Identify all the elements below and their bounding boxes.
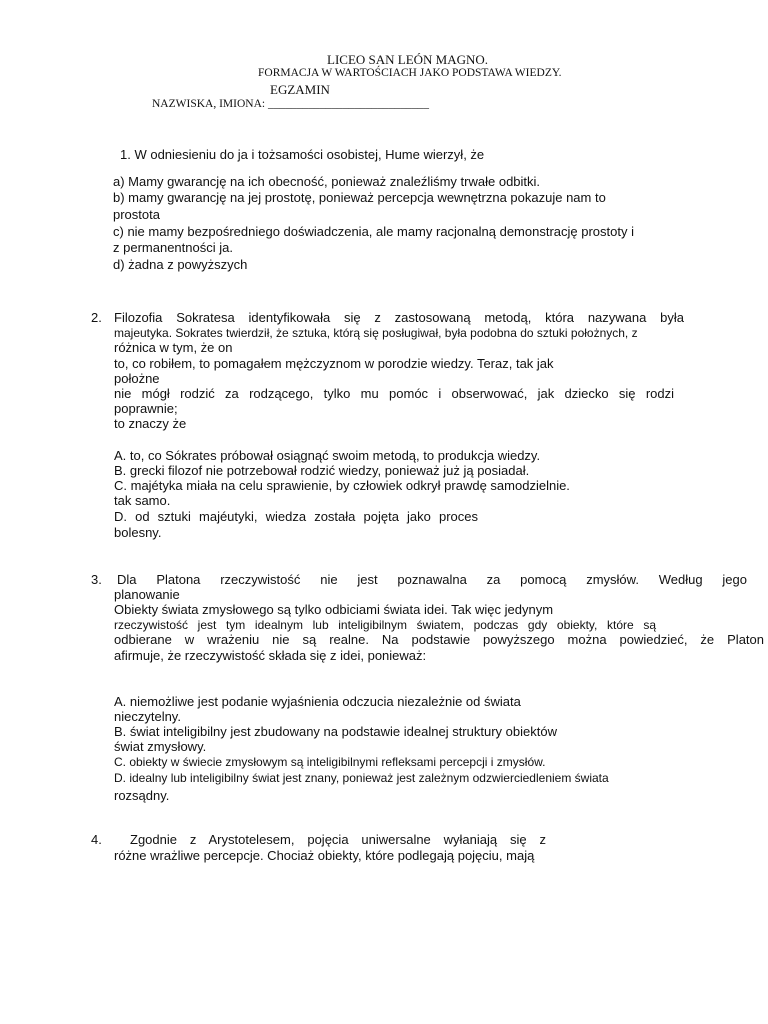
question-2-option-d: D. od sztuki majéutyki, wiedza została pojęta jako proces <box>114 509 478 524</box>
question-3-line: Dla Platona rzeczywistość nie jest poznawalna za pomocą zmysłów. Według jego <box>117 572 747 587</box>
question-2-line: nie mógł rodzić za rodzącego, tylko mu pomóc i obserwować, jak dziecko się rodzi <box>114 386 674 401</box>
question-1-option-a: a) Mamy gwarancję na ich obecność, ponieważ znaleźliśmy trwałe odbitki. <box>113 174 541 189</box>
question-2-line: położne <box>114 371 160 386</box>
question-3-option-a-cont: nieczytelny. <box>114 709 181 724</box>
course-title: FORMACJA W WARTOŚCIACH JAKO PODSTAWA WIEDZY. <box>258 67 562 79</box>
name-field-label: NAZWISKA, IMIONA: ____________________________ <box>152 98 429 110</box>
question-3-line: Obiekty świata zmysłowego są tylko odbiciami świata idei. Tak więc jedynym <box>114 602 554 617</box>
question-2-line: to, co robiłem, to pomagałem mężczyznom w porodzie wiedzy. Teraz, tak jak <box>114 356 554 371</box>
school-name: LICEO SAN LEÓN MAGNO. <box>327 52 489 67</box>
question-1-option-c: c) nie mamy bezpośredniego doświadczenia, ale mamy racjonalną demonstrację prostoty i <box>113 224 634 239</box>
question-2-line: to znaczy że <box>114 416 187 431</box>
question-3-line: rzeczywistość jest tym idealnym lub inteligibilnym światem, podczas gdy obiekty, które są <box>114 618 656 632</box>
question-4-line: różne wrażliwe percepcje. Chociaż obiekty, które podlegają pojęciu, mają <box>114 848 535 863</box>
question-3-line: odbierane w wrażeniu nie są realne. Na podstawie powyższego można powiedzieć, że Platon <box>114 632 764 647</box>
question-4-line: Zgodnie z Arystotelesem, pojęcia uniwersalne wyłaniają się z <box>130 832 546 847</box>
question-2-line: Filozofia Sokratesa identyfikowała się z zastosowaną metodą, która nazywana była <box>114 310 684 325</box>
question-2-option-d-cont: bolesny. <box>114 525 162 540</box>
question-3-option-a: A. niemożliwe jest podanie wyjaśnienia odczucia niezależnie od świata <box>114 694 521 709</box>
question-1-option-b: b) mamy gwarancję na jej prostotę, ponieważ percepcja wewnętrzna pokazuje nam to <box>113 190 606 205</box>
question-3-number: 3. <box>91 572 102 587</box>
question-3-option-d: D. idealny lub inteligibilny świat jest znany, ponieważ jest zależnym odzwierciedleniem świata <box>114 771 609 785</box>
question-1-option-d: d) żadna z powyższych <box>113 257 248 272</box>
question-2-line: poprawnie; <box>114 401 178 416</box>
exam-title: EGZAMIN <box>270 82 330 97</box>
question-2-option-b: B. grecki filozof nie potrzebował rodzić wiedzy, ponieważ już ją posiadał. <box>114 463 530 478</box>
question-3-option-b: B. świat inteligibilny jest zbudowany na podstawie idealnej struktury obiektów <box>114 724 557 739</box>
question-3-option-d-cont: rozsądny. <box>114 788 170 803</box>
question-3-option-b-cont: świat zmysłowy. <box>114 739 207 754</box>
question-1-option-c-cont: z permanentności ja. <box>113 240 233 255</box>
question-3-option-c: C. obiekty w świecie zmysłowym są inteligibilnymi refleksami percepcji i zmysłów. <box>114 755 546 769</box>
question-2-line: majeutyka. Sokrates twierdził, że sztuka, którą się posługiwał, była podobna do sztuki położnych, z <box>114 326 638 340</box>
question-4-number: 4. <box>91 832 102 847</box>
question-3-line: planowanie <box>114 587 180 602</box>
question-1-text: 1. W odniesieniu do ja i tożsamości osobistej, Hume wierzył, że <box>120 147 485 162</box>
question-2-line: różnica w tym, że on <box>114 340 233 355</box>
question-1-option-b-cont: prostota <box>113 207 160 222</box>
question-2-option-c: C. majétyka miała na celu sprawienie, by człowiek odkrył prawdę samodzielnie. <box>114 478 570 493</box>
question-2-number: 2. <box>91 310 102 325</box>
question-2-option-a: A. to, co Sókrates próbował osiągnąć swoim metodą, to produkcja wiedzy. <box>114 448 541 463</box>
question-2-option-c-cont: tak samo. <box>114 493 171 508</box>
question-3-line: afirmuje, że rzeczywistość składa się z idei, ponieważ: <box>114 648 427 663</box>
